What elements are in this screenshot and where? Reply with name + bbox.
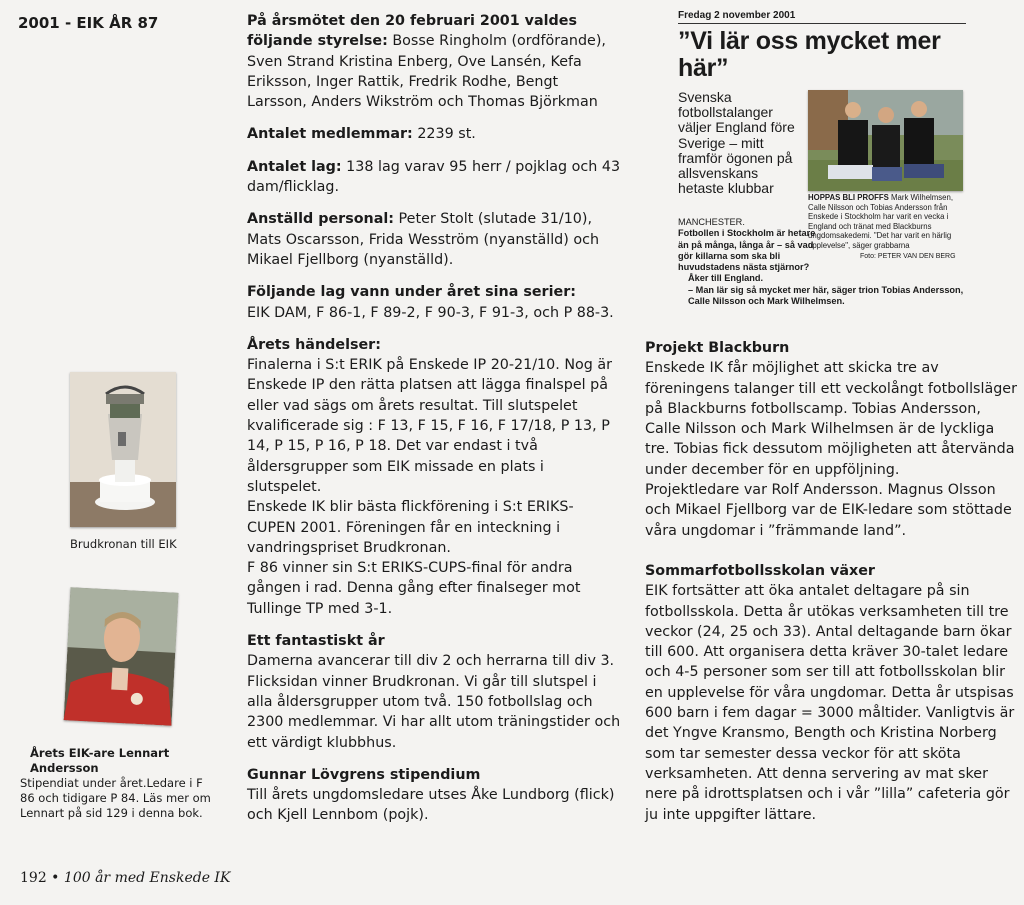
medlemmar-label: Antalet medlemmar: (247, 126, 413, 143)
personal-label: Anställd personal: (247, 211, 395, 228)
clipping-headline: ”Vi lär oss mycket mer här” (678, 27, 941, 82)
clipping-photo-caption-bold: HOPPAS BLI PROFFS (808, 193, 889, 202)
clipping-photo (808, 90, 963, 191)
sommar-paragraph (645, 561, 1020, 825)
clipping-lead: Svenska fotbollstalanger väljer England före Sverige – mitt framför ögonen på allsvenskans hetaste klubbar (678, 89, 795, 197)
lag-label: Antalet lag: (247, 158, 342, 175)
styrelse-text: Bosse Ringholm (ordförande), Sven Strand Kristina Enberg, Ove Lansén, Kefa Eriksson, Inger Rattik, Fredrik Rodhe, Bengt Larsson, Anders Wikström och Thomas Björkman (247, 33, 606, 111)
middle-column (247, 11, 622, 838)
fantastiskt-heading: Ett fantastiskt år (247, 633, 385, 650)
medlemmar-paragraph (247, 124, 622, 144)
book-title: 100 år med Enskede IK (63, 870, 231, 886)
personal-text: Peter Stolt (slutade 31/10), Mats Oscarsson, Frida Wesström (nyanställd) och Mikael Fjellborg (nyanställd). (247, 211, 600, 268)
page-number: 192 (20, 870, 47, 886)
lag-text: 138 lag varav 95 herr / pojklag och 43 dam/flicklag. (247, 158, 621, 196)
serier-paragraph (247, 282, 622, 323)
handelser-heading: Årets händelser: (247, 336, 381, 353)
folio-separator: • (46, 870, 64, 886)
clipping-dateline: MANCHESTER. (678, 217, 745, 227)
clipping-body-quote: – Man lär sig så mycket mer här, säger trion Tobias Andersson, Calle Nilsson och Mark Wilhelmsen. (688, 284, 964, 307)
trophy-caption: Brudkronan till EIK (70, 537, 177, 551)
blackburn-p2: Projektledare var Rolf Andersson. Magnus Olsson och Mikael Fjellborg var de EIK-ledare som stöttade våra ungdomar i ”främmande land”. (645, 482, 1012, 539)
blackburn-p1: Enskede IK får möjlighet att skicka tre av föreningens talanger till ett veckolångt fotbollsläger på Blackburns fotbollscamp. Tobias Andersson, Calle Nilsson och Mark Wilhelmsen är de lyckliga tre. Tobias fick dessutom möjligheten att återvända under december för en uppföljning. (645, 360, 1017, 478)
sommar-text: EIK fortsätter att öka antalet deltagare på sin fotbollsskola. Detta år utökas verksamheten till tre veckor (24, 25 och 33). Antal deltagande barn ökar till 600. Att organisera detta kräver 30-talet ledare och 4-5 personer som ser till att fotbollsskolan blir en upplevelse för våra ungdomar. Detta år utspisas 600 barn i fem dagar = 3000 måltider. Vanligtvis är det Yngve Kransmo, Bength och Kristina Norberg som tar semester dessa veckor för att sköta verksamheten. Att denna servering av mat sker nere på idrottsplatsen och i vår ”lilla” cafeteria gör ju inte uppgifter lättare. (645, 583, 1015, 823)
portrait-caption-title: Årets EIK-are Lennart Andersson (30, 746, 170, 775)
fantastiskt-paragraph (247, 631, 622, 753)
right-column (645, 338, 1020, 845)
blackburn-heading: Projekt Blackburn (645, 340, 790, 356)
stipendium-heading: Gunnar Lövgrens stipendium (247, 766, 481, 783)
portrait-caption (20, 746, 220, 821)
clipping-body-line2: Åker till England. (688, 273, 764, 284)
handelser-paragraph (247, 335, 622, 619)
styrelse-paragraph (247, 11, 622, 112)
clipping-body (678, 217, 968, 307)
chapter-heading: 2001 - EIK ÅR 87 (18, 14, 159, 32)
portrait-photo (64, 587, 179, 725)
clipping-photo-caption-text: Mark Wilhelmsen, Calle Nilsson och Tobias Andersson från Enskede i Stockholm har varit en vecka i England och tränat med Blackburns ungdomsakedemi. "Det har varit en härlig upplevelse", säger grabbarna (808, 193, 953, 250)
portrait-caption-text: Stipendiat under året.Ledare i F 86 och tidigare P 84. Läs mer om Lennart på sid 129 i denna bok. (20, 776, 211, 820)
clipping-body-bold: Fotbollen i Stockholm är hetare än på många, långa år – så vad gör killarna som ska bli huvudstadens nästa stjärnor? (678, 228, 816, 273)
trophy-photo (70, 372, 176, 527)
clipping-rule (678, 23, 966, 24)
players-photo-icon (808, 90, 963, 191)
handelser-p1: Finalerna i S:t ERIK på Enskede IP 20-21/10. Nog är Enskede IP den rätta platsen att lägga finalspel på eller vad sägs om årets resultat. Till slutspelet kvalificerade sig : F 13, F 15, F 16, F 17/18, P 13, P 14, P 15, P 16, P 18. Det var endast i två åldersgrupper som EIK missade en plats i slutspelet. (247, 357, 613, 495)
styrelse-lead: På årsmötet den 20 februari 2001 valdes följande styrelse: (247, 13, 577, 50)
lag-paragraph (247, 157, 622, 198)
serier-text: EIK DAM, F 86-1, F 89-2, F 90-3, F 91-3, och P 88-3. (247, 304, 614, 321)
personal-paragraph (247, 209, 622, 270)
blackburn-paragraph (645, 338, 1020, 541)
sommar-heading: Sommarfotbollsskolan växer (645, 562, 875, 579)
trophy-icon (70, 372, 176, 527)
person-icon (64, 587, 179, 725)
medlemmar-text: 2239 st. (412, 126, 476, 143)
serier-heading: Följande lag vann under året sina serier: (247, 284, 576, 301)
clipping-date: Fredag 2 november 2001 (678, 10, 796, 21)
clipping-photo-credit: Foto: PETER VAN DEN BERG (860, 252, 956, 260)
stipendium-text: Till årets ungdomsledare utses Åke Lundborg (flick) och Kjell Lennbom (pojk). (247, 787, 615, 824)
stipendium-paragraph (247, 765, 622, 826)
handelser-p2: Enskede IK blir bästa flickförening i S:t ERIKS-CUPEN 2001. Föreningen får en inteckning i vandringspriset Brudkronan. (247, 499, 574, 556)
page-folio (20, 870, 230, 886)
fantastiskt-text: Damerna avancerar till div 2 och herrarna till div 3. Flicksidan vinner Brudkronan. Vi går till slutspel i alla åldersgrupper utom två. 150 fotbollslag och 2300 medlemmar. Vi har allt utom träningstider och ett värdigt klubbhus. (247, 653, 621, 751)
handelser-p3: F 86 vinner sin S:t ERIKS-CUPS-final för andra gången i rad. Denna gång efter finalseger mot Tullinge TP med 3-1. (247, 560, 581, 617)
